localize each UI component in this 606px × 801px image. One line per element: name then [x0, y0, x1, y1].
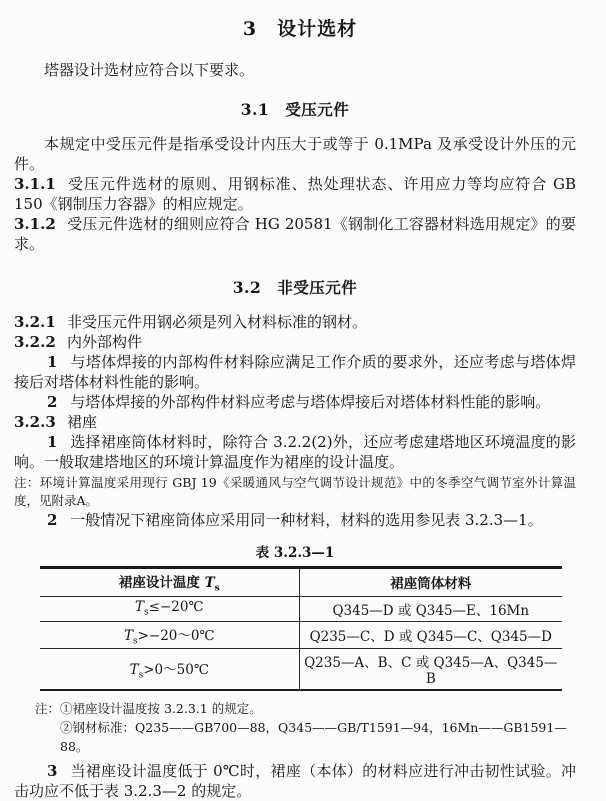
- item-text: 与塔体焊接的外部构件材料应考虑与塔体焊接后对塔体材料性能的影响。: [70, 393, 551, 411]
- clause-3-2-3: [14, 412, 576, 432]
- item-text: 选择裙座筒体材料时，除符合 3.2.2(2)外，还应考虑建塔地区环境温度的影响。一般取建塔地区的环境计算温度作为裙座的设计温度。: [14, 433, 576, 471]
- clause-number: 3.1.2: [14, 215, 56, 233]
- notes-label: 注：: [35, 701, 61, 717]
- table-header-row: [40, 568, 562, 597]
- cell-shell-material: Q235—A、B、C 或 Q345—A、Q345—B: [304, 655, 558, 688]
- item-number: 1: [47, 433, 58, 451]
- item-number: 1: [47, 353, 58, 371]
- clause-3-2-2-item-2: [14, 392, 576, 412]
- item-number: 3: [47, 762, 58, 781]
- cell-design-temperature: $T_s>-20\sim 0℃$: [40, 621, 299, 649]
- environment-temperature-note: 注：环境计算温度采用现行 GBJ 19《采暖通风与空气调节设计规范》中的冬季空气调节室外计算温度，见附录A。: [14, 475, 576, 508]
- note-text: ①裙座设计温度按 3.2.3.1 的规定。: [60, 701, 262, 717]
- clause-text: 裙座: [67, 413, 98, 431]
- column-header-shell-material: 裙座筒体材料: [299, 568, 562, 597]
- clause-3-2-2: [14, 332, 576, 352]
- section-heading-3-1: 3.1 受压元件: [240, 100, 350, 119]
- column-header-text: 裙座设计温度: [118, 575, 205, 591]
- table-row: [40, 621, 562, 649]
- clause-text: 受压元件选材的原则、用钢标准、热处理状态、许用应力等均应符合 GB 150《钢制压力容器》的相应规定。: [14, 175, 576, 213]
- table-note-1: [35, 699, 576, 718]
- paragraph-pressure-definition: 本规定中受压元件是指承受设计内压大于或等于 0.1MPa 及承受设计外压的元件。: [14, 135, 576, 173]
- temperature-subscript: s: [214, 583, 220, 594]
- item-number: 2: [47, 511, 58, 529]
- table-header: [40, 568, 562, 597]
- temperature-symbol: T: [204, 575, 215, 591]
- clause-3-1-1: [14, 174, 576, 214]
- item-text: 当裙座设计温度低于 0℃时，裙座（本体）的材料应进行冲击韧性试验。冲击功应不低于表 3.2.3—2 的规定。: [14, 762, 576, 801]
- cell-shell-material: Q235—C、D 或 Q345—C、Q345—D: [299, 621, 562, 649]
- clause-number: 3.1.1: [14, 175, 56, 193]
- table-note-2: ②钢材标准：Q235——GB700—88，Q345——GB/T1591—94，16Mn——GB1591—88。: [60, 720, 567, 755]
- cell-design-temperature: $T_s\le-20℃$: [40, 596, 299, 621]
- clause-number: 3.2.2: [14, 333, 56, 351]
- clause-number: 3.2.3: [14, 413, 56, 431]
- clause-3-2-3-item-1: [14, 432, 576, 472]
- clause-number: 3.2.1: [14, 313, 56, 331]
- section-heading-3-2: 3.2 非受压元件: [232, 278, 358, 297]
- skirt-table-body: [40, 596, 562, 690]
- intro-paragraph: 塔器设计选材应符合以下要求。: [44, 61, 255, 79]
- skirt-material-table: [40, 566, 562, 691]
- clause-text: 非受压元件用钢必须是列入材料标准的钢材。: [67, 313, 368, 331]
- clause-3-2-1: [14, 312, 576, 332]
- item-number: 2: [47, 393, 58, 411]
- table-caption: 表 3.2.3—1: [255, 545, 335, 561]
- chapter-title: 3 设计选材: [242, 18, 358, 40]
- clause-text: 受压元件选材的细则应符合 HG 20581《钢制化工容器材料选用规定》的要求。: [14, 215, 576, 253]
- clause-text: 内外部构件: [67, 333, 143, 351]
- item-text: 与塔体焊接的内部构件材料除应满足工作介质的要求外，还应考虑与塔体焊接后对塔体材料性能的影响。: [14, 353, 576, 391]
- table-row: [40, 649, 562, 691]
- cell-shell-material: Q345—D 或 Q345—E、16Mn: [299, 596, 562, 621]
- clause-3-2-2-item-1: [14, 352, 576, 392]
- cell-design-temperature: $T_s>0\sim 50℃$: [40, 649, 299, 691]
- item-text: 一般情况下裙座筒体应采用同一种材料，材料的选用参见表 3.2.3—1。: [70, 511, 543, 529]
- table-row: [40, 596, 562, 621]
- clause-3-2-3-item-2: [14, 510, 576, 530]
- clause-3-1-2: [14, 214, 576, 254]
- column-header-design-temperature: [40, 568, 299, 597]
- clause-3-2-3-item-3: [14, 761, 576, 801]
